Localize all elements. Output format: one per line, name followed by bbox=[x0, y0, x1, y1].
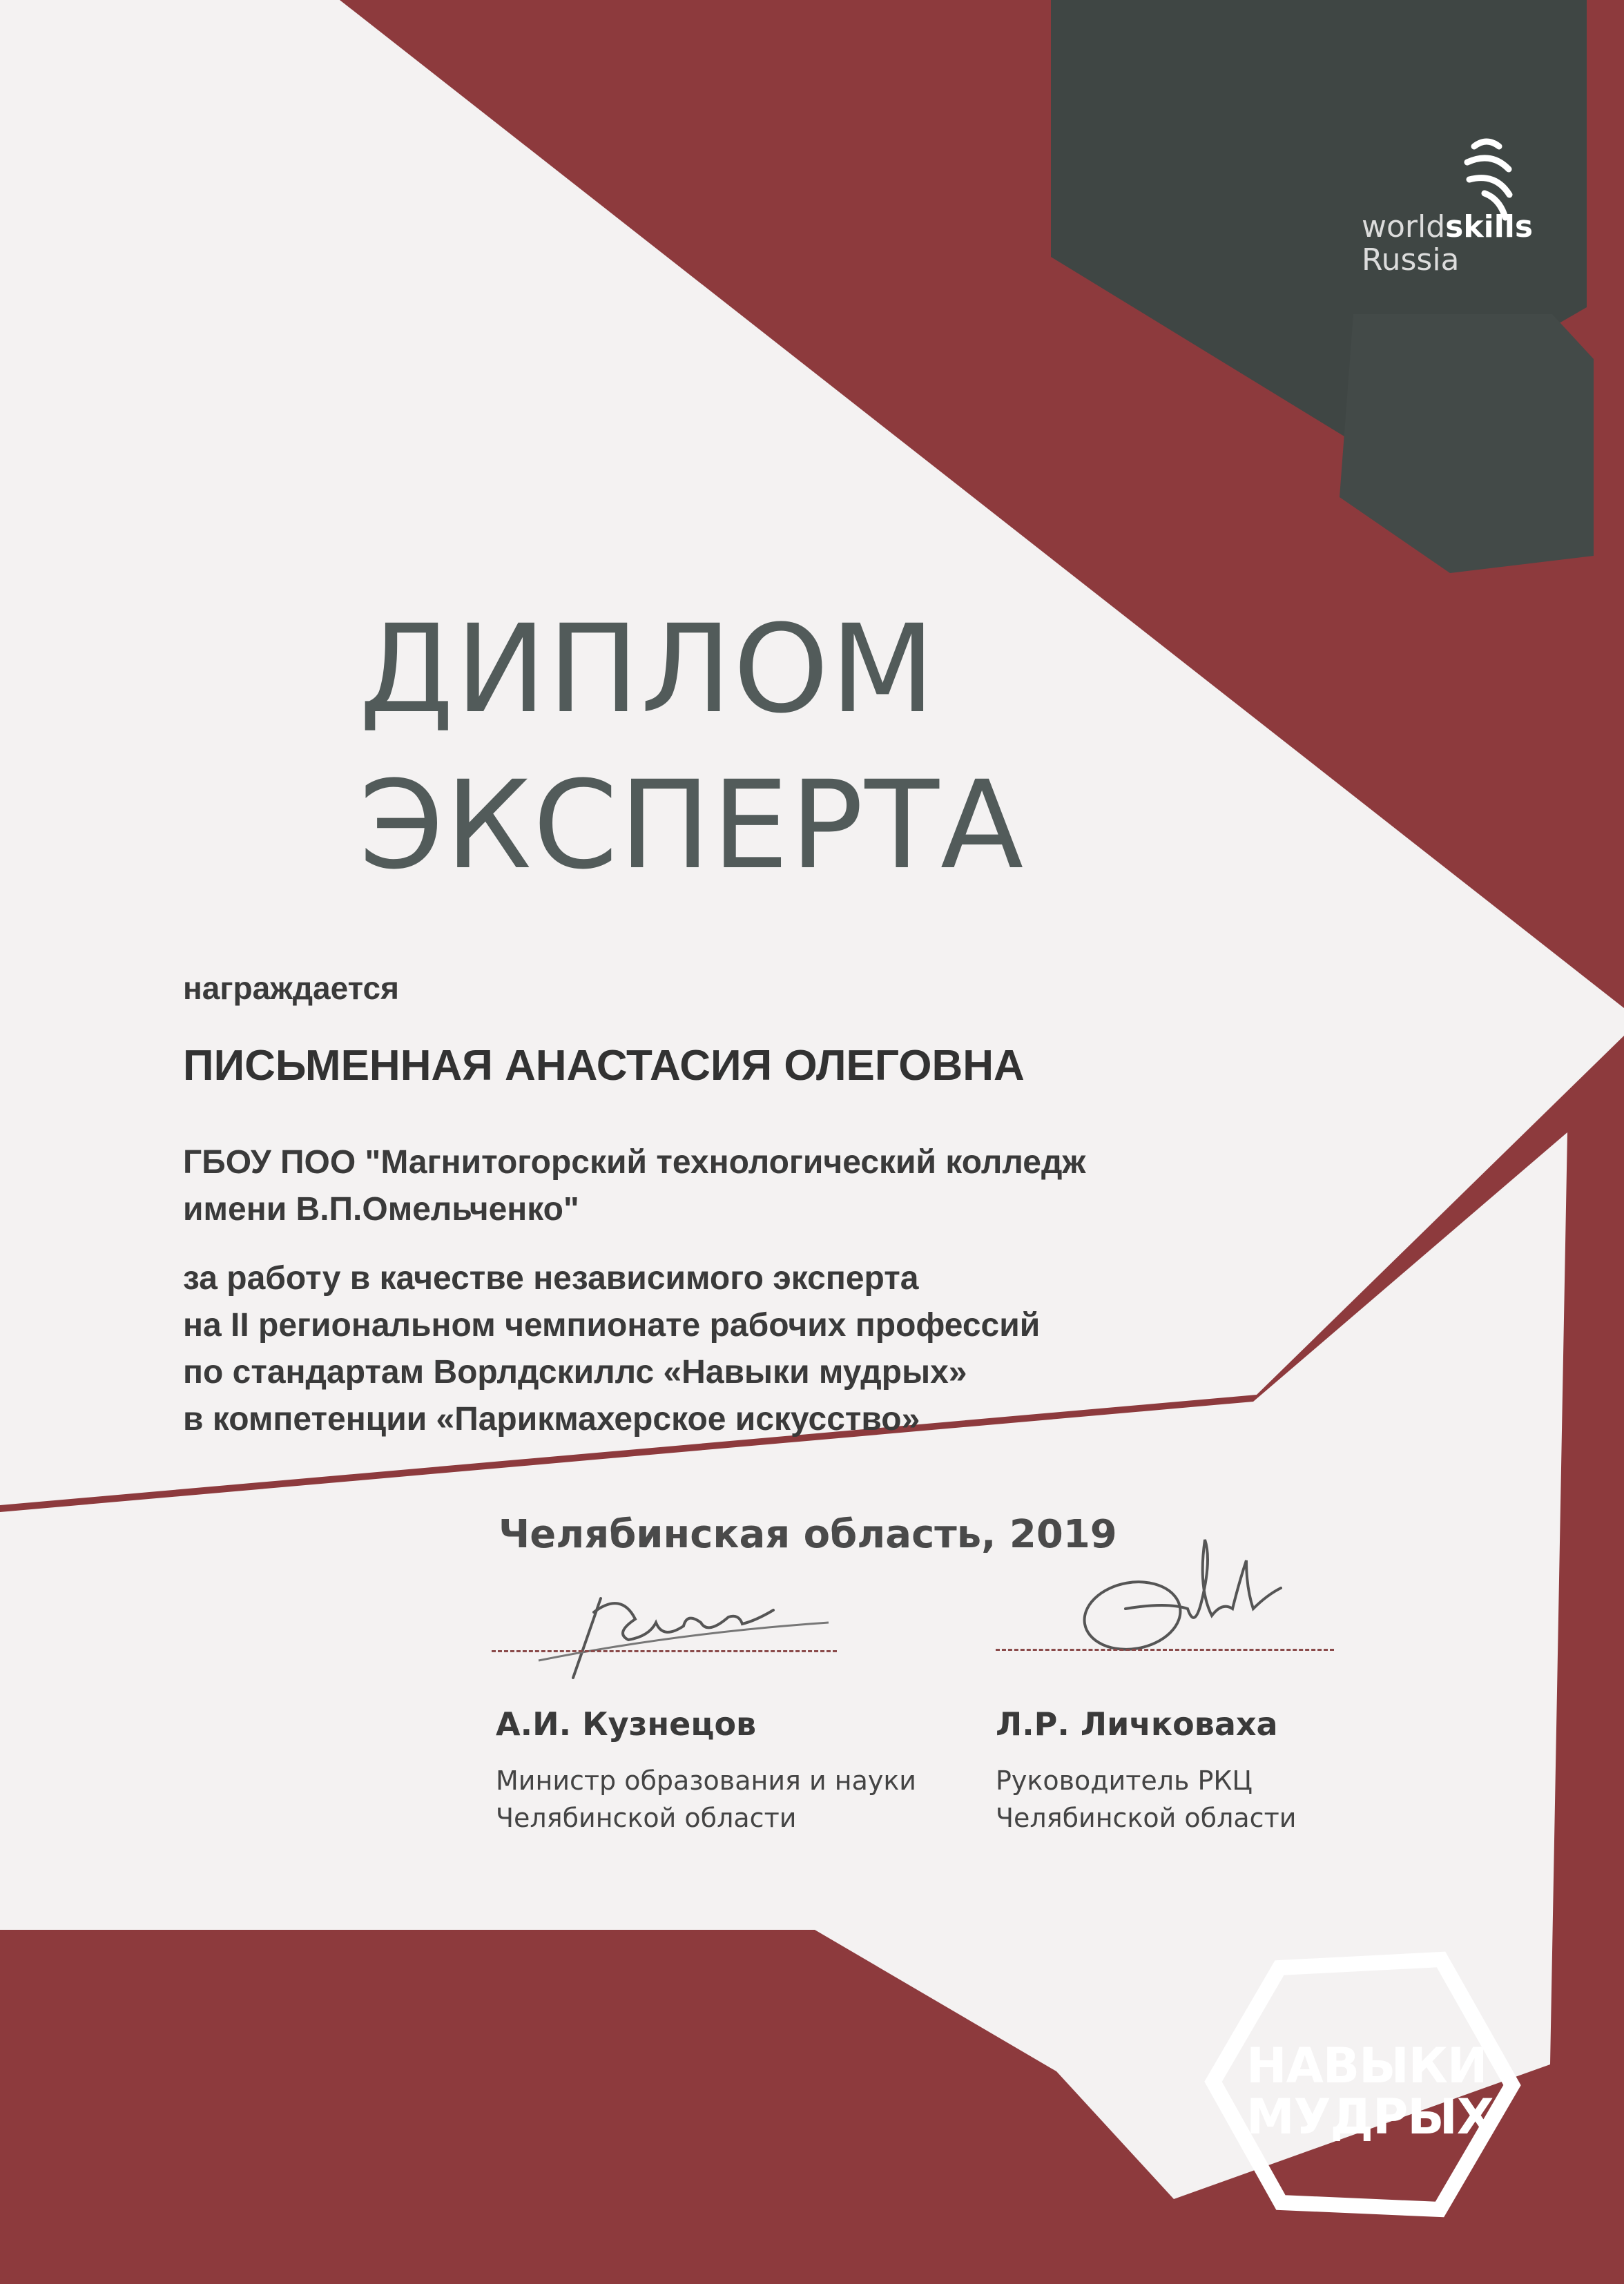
signer-position-1 bbox=[496, 1762, 916, 1837]
organization-line-1: ГБОУ ПОО "Магнитогорский технологический колледж bbox=[183, 1144, 1086, 1181]
navyki-mudrykh-logo-text bbox=[1246, 2038, 1494, 2145]
signer-position-2-line-1: Руководитель РКЦ bbox=[996, 1765, 1253, 1796]
worldskills-logo-text bbox=[1362, 211, 1533, 277]
signature-kuznetsov bbox=[525, 1557, 842, 1695]
recipient-name: ПИСЬМЕННАЯ АНАСТАСИЯ ОЛЕГОВНА bbox=[183, 1042, 1025, 1090]
signature-line-2 bbox=[996, 1649, 1334, 1651]
navyki-line-2: МУДРЫХ bbox=[1246, 2089, 1494, 2145]
worldskills-bold: skills bbox=[1445, 209, 1534, 244]
title-line-1: ДИПЛОМ bbox=[359, 599, 937, 740]
navyki-line-1: НАВЫКИ bbox=[1246, 2038, 1487, 2094]
organization-line-2: имени В.П.Омельченко" bbox=[183, 1191, 579, 1228]
signer-position-2-line-2: Челябинской области bbox=[996, 1803, 1297, 1833]
reason-line-3: по стандартам Ворлдскиллс «Навыки мудрых» bbox=[183, 1354, 967, 1391]
worldskills-light: world bbox=[1362, 209, 1446, 244]
reason-line-4: в компетенции «Парикмахерское искусство» bbox=[183, 1401, 920, 1438]
award-reason bbox=[183, 1255, 1040, 1443]
reason-line-1: за работу в качестве независимого эксперта bbox=[183, 1260, 919, 1297]
signer-position-1-line-1: Министр образования и науки bbox=[496, 1765, 917, 1796]
signer-name-1: А.И. Кузнецов bbox=[496, 1705, 757, 1743]
signer-position-1-line-2: Челябинской области bbox=[496, 1803, 797, 1833]
signer-name-2: Л.Р. Личковаха bbox=[996, 1705, 1278, 1743]
region-year: Челябинская область, 2019 bbox=[499, 1512, 1117, 1557]
worldskills-region: Russia bbox=[1362, 242, 1460, 278]
signature-line-1 bbox=[492, 1650, 837, 1652]
signer-position-2 bbox=[996, 1762, 1296, 1837]
reason-line-2: на II региональном чемпионате рабочих профессий bbox=[183, 1307, 1041, 1344]
signature-lichkovakha bbox=[1056, 1519, 1319, 1678]
title-line-2: ЭКСПЕРТА bbox=[359, 755, 1025, 896]
organization bbox=[183, 1139, 1085, 1233]
awarded-label: награждается bbox=[183, 970, 399, 1006]
